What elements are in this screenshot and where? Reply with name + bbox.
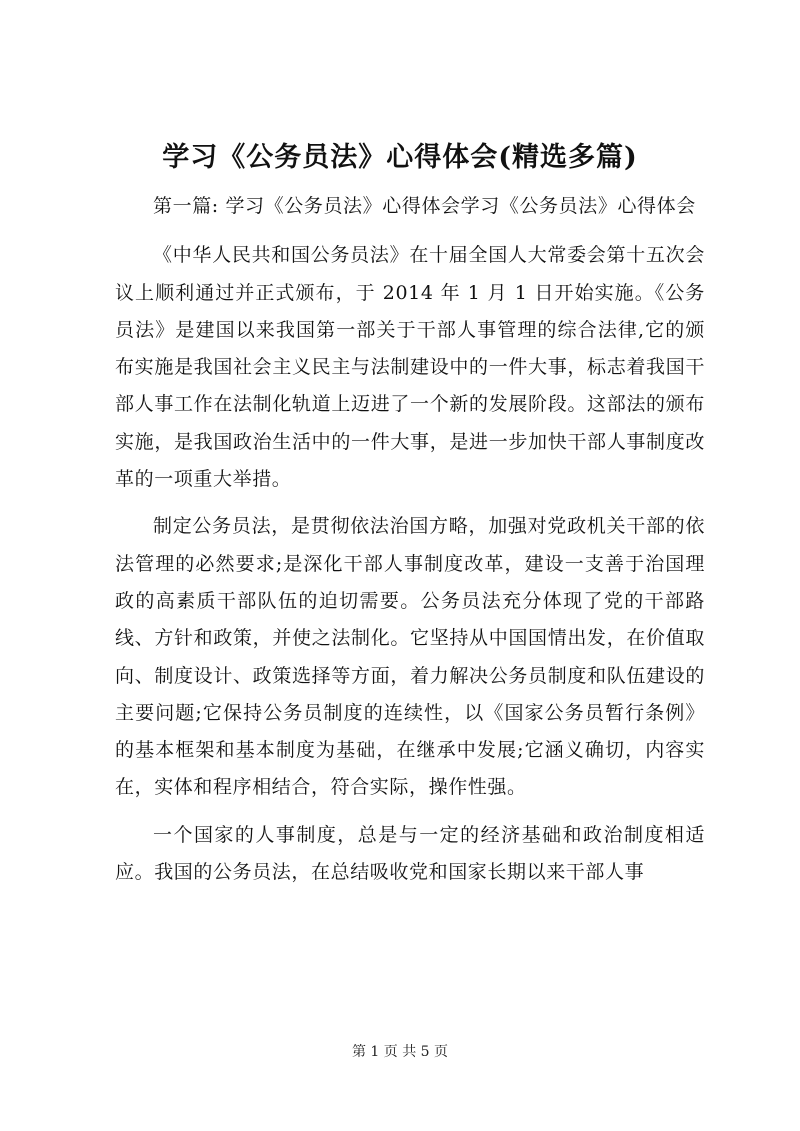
- page-footer: [0, 1042, 800, 1062]
- page-number: 第 1 页 共 5 页: [351, 1044, 449, 1060]
- document-body: [115, 188, 705, 901]
- paragraph: 《中华人民共和国公务员法》在十届全国人大常委会第十五次会议上顺利通过并正式颁布，于 2014 年 1 月 1 日开始实施。《公务员法》是建国以来我国第一部关于干部人事管理的综合法律,它的颁布实施是我国社会主义民主与法制建设中的一件大事，标志着我国干部人事工作在法制化轨道上迈进了一个新的发展阶段。这部法的颁布实施，是我国政治生活中的一件大事，是进一步加快干部人事制度改革的一项重大举措。: [115, 244, 705, 491]
- paragraph: 一个国家的人事制度，总是与一定的经济基础和政治制度相适应。我国的公务员法，在总结吸收党和国家长期以来干部人事: [115, 823, 705, 884]
- paragraph: 制定公务员法，是贯彻依法治国方略，加强对党政机关干部的依法管理的必然要求;是深化干部人事制度改革，建设一支善于治国理政的高素质干部队伍的迫切需要。公务员法充分体现了党的干部路线、方针和政策，并使之法制化。它坚持从中国国情出发，在价值取向、制度设计、政策选择等方面，着力解决公务员制度和队伍建设的主要问题;它保持公务员制度的连续性，以《国家公务员暂行条例》的基本框架和基本制度为基础，在继承中发展;它涵义确切，内容实在，实体和程序相结合，符合实际，操作性强。: [115, 515, 705, 799]
- document-title: 学习《公务员法》心得体会(精选多篇): [162, 142, 638, 173]
- paragraph: 第一篇: 学习《公务员法》心得体会学习《公务员法》心得体会: [153, 195, 696, 217]
